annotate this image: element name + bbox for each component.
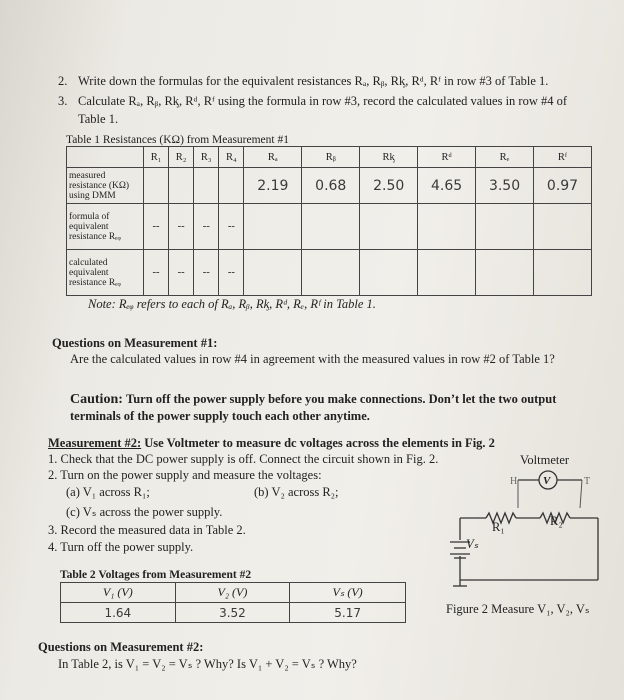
dash-cell: -- <box>144 204 169 250</box>
header-rb: Rᵦ <box>302 147 360 168</box>
dash-cell: -- <box>169 250 194 296</box>
probe-lead-handwritten <box>580 480 582 508</box>
cell <box>360 250 418 296</box>
value-v2: 3.52 <box>175 603 290 623</box>
cell <box>533 204 591 250</box>
value-v1: 1.64 <box>61 603 176 623</box>
table-row <box>67 204 592 250</box>
m2-heading-label: Measurement #2: <box>48 436 142 450</box>
item-2-text: Write down the formulas for the equivalent resistances Rₐ, Rᵦ, Rᶄ, Rᵈ, Rᶠ in row #3 of Table 1. <box>78 74 549 88</box>
m2-step-2b: (b) V₂ across R₂; <box>254 485 339 499</box>
dash-cell: -- <box>144 250 169 296</box>
handwritten-h: H <box>510 476 518 487</box>
value-vs: 5.17 <box>290 603 406 623</box>
item-3-text-cont: Table 1. <box>78 112 119 126</box>
cell <box>418 204 476 250</box>
caution-label: Caution: <box>70 392 123 407</box>
cell <box>244 250 302 296</box>
cell <box>360 204 418 250</box>
q1-heading: Questions on Measurement #1: <box>52 336 218 350</box>
dash-cell: -- <box>194 250 219 296</box>
cell <box>476 250 534 296</box>
table-row <box>61 603 406 623</box>
cell <box>244 204 302 250</box>
handwritten-t: T <box>584 476 591 487</box>
q2-text: In Table 2, is V₁ = V₂ = Vₛ ? Why? Is V₁ + V₂ = Vₛ ? Why? <box>58 657 357 671</box>
table-2-header-row <box>61 583 406 603</box>
cell <box>418 250 476 296</box>
m2-step-3: 3. Record the measured data in Table 2. <box>48 523 246 537</box>
m2-heading-rest: Use Voltmeter to measure dc voltages across the elements in Fig. 2 <box>144 436 495 450</box>
row-label-calculated: calculated equivalent resistance Rₑᵩ <box>67 250 144 296</box>
header-v1: V₁ (V) <box>61 583 176 603</box>
row-label-measured: measured resistance (KΩ) using DMM <box>67 168 144 204</box>
m2-step-2c: (c) Vₛ across the power supply. <box>66 505 223 519</box>
caution-line-1 <box>70 392 556 407</box>
cell <box>302 250 360 296</box>
header-rf: Rᶠ <box>533 147 591 168</box>
header-r3: R₃ <box>194 147 219 168</box>
header-ra: Rₐ <box>244 147 302 168</box>
measured-rb: 0.68 <box>302 168 360 204</box>
cell <box>476 204 534 250</box>
dash-cell: -- <box>194 204 219 250</box>
vs-label: Vₛ <box>466 537 479 551</box>
header-r4: R₄ <box>219 147 244 168</box>
cell <box>144 168 169 204</box>
dash-cell: -- <box>219 204 244 250</box>
q1-text: Are the calculated values in row #4 in agreement with the measured values in row #2 of Table 1? <box>70 352 555 366</box>
measured-ra: 2.19 <box>244 168 302 204</box>
r1-label: R₁ <box>492 520 505 534</box>
table-1 <box>66 146 592 296</box>
r2-label: R₂ <box>550 514 563 528</box>
cell <box>169 168 194 204</box>
table-row <box>67 250 592 296</box>
dash-cell: -- <box>169 204 194 250</box>
header-re: Rₑ <box>476 147 534 168</box>
table-1-note: Note: Rₑᵩ refers to each of Rₐ, Rᵦ, Rᶄ, Rᵈ, Rₑ, Rᶠ in Table 1. <box>88 297 376 311</box>
header-r2: R₂ <box>169 147 194 168</box>
q2-heading: Questions on Measurement #2: <box>38 640 204 654</box>
row-label-formula: formula of equivalent resistance Rₑᵩ <box>67 204 144 250</box>
m2-step-4: 4. Turn off the power supply. <box>48 540 194 554</box>
caution-text-1: Turn off the power supply before you make connections. Don’t let the two output <box>126 392 557 406</box>
m2-step-2a: (a) V₁ across R₁; <box>66 485 150 499</box>
cell <box>302 204 360 250</box>
table-1-corner <box>67 147 144 168</box>
m2-heading <box>48 436 495 451</box>
cell <box>194 168 219 204</box>
m2-step-1: 1. Check that the DC power supply is off. Connect the circuit shown in Fig. 2. <box>48 452 439 466</box>
header-rc: Rᶄ <box>360 147 418 168</box>
m2-step-2: 2. Turn on the power supply and measure the voltages: <box>48 468 322 482</box>
cell <box>219 168 244 204</box>
table-2 <box>60 582 406 623</box>
cell <box>533 250 591 296</box>
measured-rc: 2.50 <box>360 168 418 204</box>
caution-text-2: terminals of the power supply touch each other anytime. <box>70 409 370 423</box>
figure-2-caption: Figure 2 Measure V₁, V₂, Vₛ <box>446 602 590 616</box>
dash-cell: -- <box>219 250 244 296</box>
item-3-text: Calculate Rₐ, Rᵦ, Rᶄ, Rᵈ, Rᶠ using the formula in row #3, record the calculated values in row #4 of <box>78 94 568 108</box>
header-r1: R₁ <box>144 147 169 168</box>
item-3-number: 3. <box>58 94 68 108</box>
table-1-header-row <box>67 147 592 168</box>
measured-re: 3.50 <box>476 168 534 204</box>
measured-rd: 4.65 <box>418 168 476 204</box>
header-vs: Vₛ (V) <box>290 583 406 603</box>
measured-rf: 0.97 <box>533 168 591 204</box>
table-row <box>67 168 592 204</box>
voltmeter-label: Voltmeter <box>520 453 570 467</box>
header-v2: V₂ (V) <box>175 583 290 603</box>
header-rd: Rᵈ <box>418 147 476 168</box>
voltmeter-symbol: V <box>543 475 551 487</box>
table-2-title: Table 2 Voltages from Measurement #2 <box>60 569 252 581</box>
table-1-title: Table 1 Resistances (KΩ) from Measurement #1 <box>66 134 289 146</box>
item-2-number: 2. <box>58 74 68 88</box>
